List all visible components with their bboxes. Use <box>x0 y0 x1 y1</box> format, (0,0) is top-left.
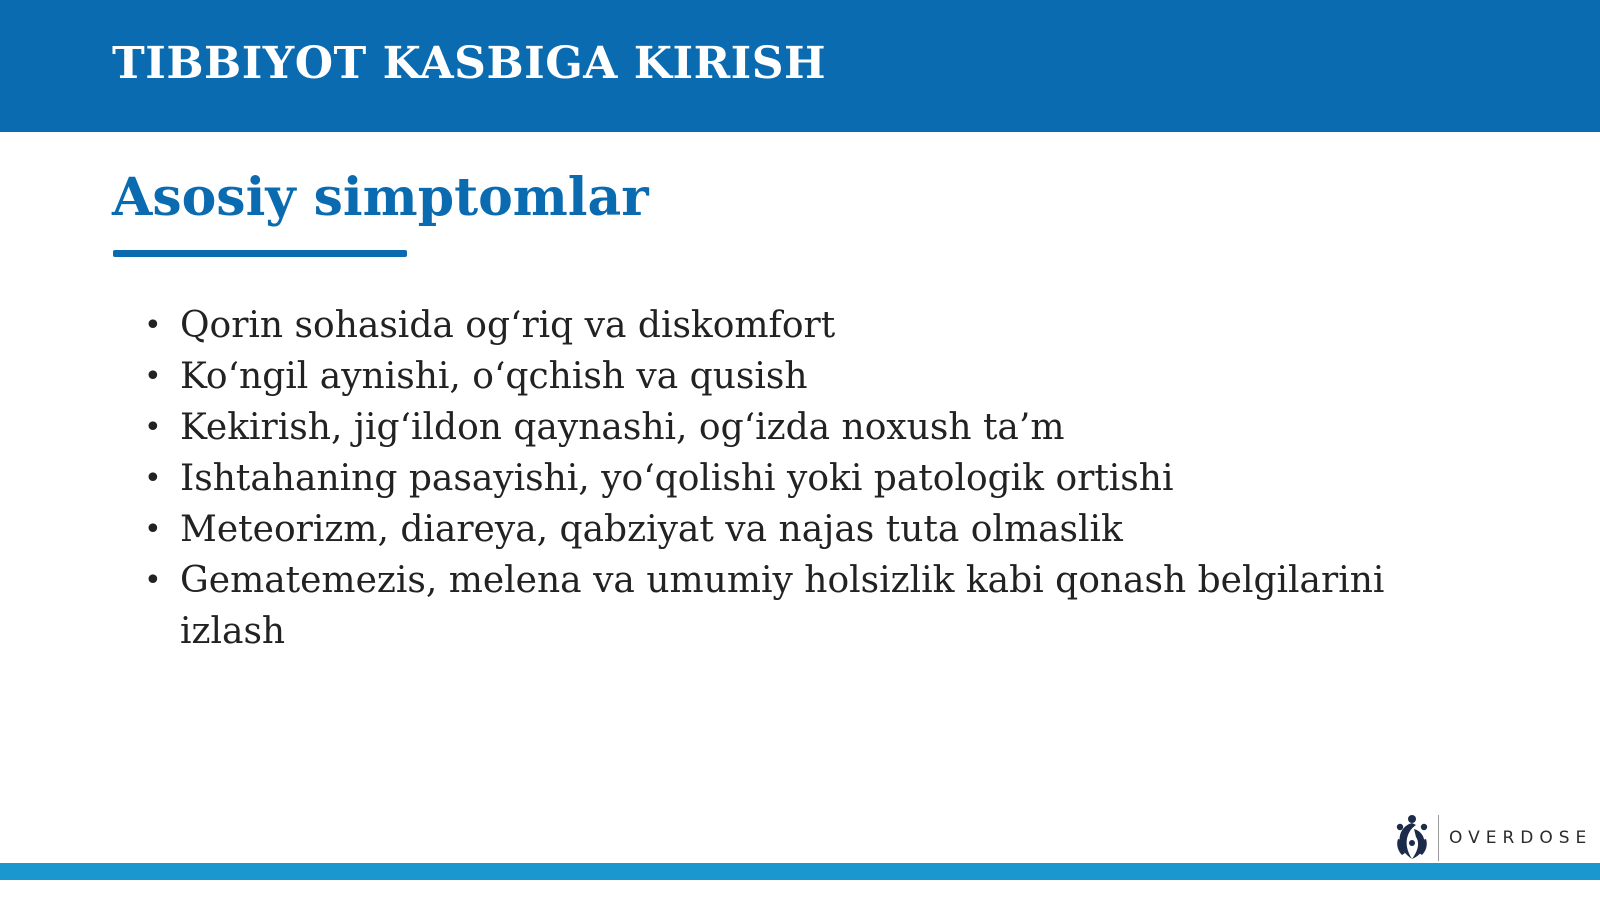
bullet-icon: • <box>144 461 162 496</box>
slide-title: Asosiy simptomlar <box>112 167 649 228</box>
bullet-icon: • <box>144 563 162 598</box>
list-item-text: Qorin sohasida og‘riq va diskomfort <box>180 305 836 346</box>
bullet-icon: • <box>144 512 162 547</box>
list-item <box>144 351 1444 402</box>
logo-text: OVERDOSE <box>1449 828 1593 848</box>
footer-band <box>0 863 1600 880</box>
list-item-text: Meteorizm, diareya, qabziyat va najas tuta olmaslik <box>180 509 1123 550</box>
bullet-icon: • <box>144 308 162 343</box>
symptom-list <box>144 300 1444 657</box>
header-band <box>0 0 1600 132</box>
logo-divider <box>1438 815 1439 861</box>
list-item-text: Kekirish, jig‘ildon qaynashi, og‘izda noxush ta’m <box>180 407 1065 448</box>
course-title: TIBBIYOT KASBIGA KIRISH <box>112 38 827 89</box>
list-item-text: Ishtahaning pasayishi, yo‘qolishi yoki patologik ortishi <box>180 458 1174 499</box>
bullet-icon: • <box>144 359 162 394</box>
list-item-text: Ko‘ngil aynishi, o‘qchish va qusish <box>180 356 808 397</box>
list-item-text: Gematemezis, melena va umumiy holsizlik kabi qonash belgilarini izlash <box>180 560 1385 652</box>
list-item <box>144 555 1444 657</box>
list-item <box>144 300 1444 351</box>
list-item <box>144 402 1444 453</box>
bullet-icon: • <box>144 410 162 445</box>
list-item <box>144 453 1444 504</box>
overdose-logo-icon <box>1392 813 1432 863</box>
overdose-logo <box>1392 812 1592 864</box>
title-underline <box>113 250 407 257</box>
list-item <box>144 504 1444 555</box>
